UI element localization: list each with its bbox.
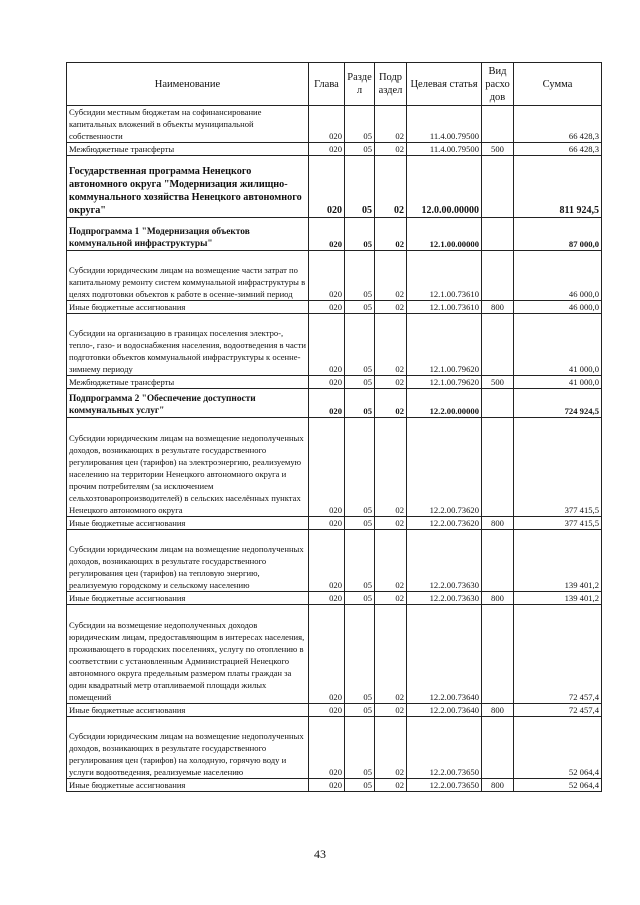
row-glava: 020: [309, 389, 345, 418]
table-row: [67, 592, 602, 605]
header-name: Наименование: [67, 63, 309, 106]
row-vid: 500: [482, 143, 514, 156]
row-glava: 020: [309, 605, 345, 704]
row-cel: 12.2.00.73620: [407, 418, 482, 517]
table-row: [67, 418, 602, 517]
row-podr: 02: [375, 592, 407, 605]
row-glava: 020: [309, 717, 345, 779]
row-name: Иные бюджетные ассигнования: [67, 517, 309, 530]
row-podr: 02: [375, 418, 407, 517]
table-row: [67, 251, 602, 301]
row-podr: 02: [375, 717, 407, 779]
row-glava: 020: [309, 779, 345, 792]
row-glava: 020: [309, 376, 345, 389]
row-glava: 020: [309, 106, 345, 143]
row-glava: 020: [309, 418, 345, 517]
budget-table: [66, 62, 602, 792]
row-vid: 800: [482, 779, 514, 792]
row-name: Подпрограмма 1 "Модернизация объектов коммунальной инфраструктуры": [67, 218, 309, 251]
row-name: Иные бюджетные ассигнования: [67, 779, 309, 792]
row-sum: 66 428,3: [514, 143, 602, 156]
row-name: Государственная программа Ненецкого автономного округа "Модернизация жилищно-коммунального хозяйства Ненецкого автономного округа": [67, 156, 309, 218]
row-vid: [482, 106, 514, 143]
row-cel: 12.2.00.73640: [407, 605, 482, 704]
row-name: Субсидии юридическим лицам на возмещение части затрат по капитальному ремонту систем коммунальной инфраструктуры в целях подготовки объектов к работе в осенне-зимний период: [67, 251, 309, 301]
row-razdel: 05: [345, 156, 375, 218]
row-glava: 020: [309, 592, 345, 605]
table-row: [67, 218, 602, 251]
table-row: [67, 106, 602, 143]
row-vid: [482, 156, 514, 218]
row-name: Иные бюджетные ассигнования: [67, 301, 309, 314]
row-glava: 020: [309, 314, 345, 376]
row-vid: 800: [482, 517, 514, 530]
row-razdel: 05: [345, 592, 375, 605]
row-razdel: 05: [345, 779, 375, 792]
row-razdel: 05: [345, 389, 375, 418]
row-name: Субсидии юридическим лицам на возмещение недополученных доходов, возникающих в результате государственного регулирования цен (тарифов) на тепловую энергию, реализуемую городскому и сельскому населению: [67, 530, 309, 592]
row-razdel: 05: [345, 605, 375, 704]
row-name: Субсидии юридическим лицам на возмещение недополученных доходов, возникающих в результате государственного регулирования цен (тарифов) на электроэнергию, реализуемую населению на территории Ненецкого автономного округа и прочим потребителям (за исключением сельхозтоваропроизводителей) в сельских населённых пунктах Ненецкого автономного округа: [67, 418, 309, 517]
row-podr: 02: [375, 156, 407, 218]
row-sum: 139 401,2: [514, 530, 602, 592]
row-vid: 800: [482, 301, 514, 314]
row-sum: 72 457,4: [514, 605, 602, 704]
row-podr: 02: [375, 389, 407, 418]
row-sum: 87 000,0: [514, 218, 602, 251]
row-razdel: 05: [345, 301, 375, 314]
row-podr: 02: [375, 517, 407, 530]
row-razdel: 05: [345, 704, 375, 717]
row-name: Субсидии на организацию в границах поселения электро-, тепло-, газо- и водоснабжения населения, водоотведения в части подготовки объектов коммунальной инфраструктуры к осенне-зимнему периоду: [67, 314, 309, 376]
row-sum: 139 401,2: [514, 592, 602, 605]
row-cel: 12.1.00.73610: [407, 301, 482, 314]
row-cel: 12.0.00.00000: [407, 156, 482, 218]
row-name: Иные бюджетные ассигнования: [67, 704, 309, 717]
row-cel: 12.2.00.73650: [407, 779, 482, 792]
row-vid: [482, 251, 514, 301]
table-row: [67, 605, 602, 704]
row-sum: 52 064,4: [514, 779, 602, 792]
page-number: 43: [314, 847, 326, 861]
table-row: [67, 376, 602, 389]
row-razdel: 05: [345, 106, 375, 143]
row-podr: 02: [375, 301, 407, 314]
row-cel: 11.4.00.79500: [407, 143, 482, 156]
row-cel: 12.2.00.73630: [407, 592, 482, 605]
row-sum: 41 000,0: [514, 376, 602, 389]
row-glava: 020: [309, 251, 345, 301]
row-vid: 800: [482, 704, 514, 717]
row-razdel: 05: [345, 418, 375, 517]
table-header-row: [67, 63, 602, 106]
row-podr: 02: [375, 143, 407, 156]
row-razdel: 05: [345, 218, 375, 251]
table-row: [67, 156, 602, 218]
row-sum: 66 428,3: [514, 106, 602, 143]
table-row: [67, 314, 602, 376]
row-vid: [482, 314, 514, 376]
row-vid: [482, 218, 514, 251]
row-sum: 377 415,5: [514, 418, 602, 517]
row-sum: 724 924,5: [514, 389, 602, 418]
row-razdel: 05: [345, 717, 375, 779]
row-name: Субсидии на возмещение недополученных доходов юридическим лицам, предоставляющим в интересах населения, проживающего в городских поселениях, услугу по отоплению в соответствии с установленным Администрацией Ненецкого автономного округа предельным размером платы граждан за один квадратный метр отапливаемой площади жилых помещений: [67, 605, 309, 704]
row-glava: 020: [309, 301, 345, 314]
row-name: Субсидии юридическим лицам на возмещение недополученных доходов, возникающих в результате государственного регулирования цен (тарифов) на холодную, горячую воду и услуги водоотведения, реализуемые населению: [67, 717, 309, 779]
row-sum: 811 924,5: [514, 156, 602, 218]
row-vid: [482, 605, 514, 704]
row-podr: 02: [375, 530, 407, 592]
row-vid: 500: [482, 376, 514, 389]
row-glava: 020: [309, 704, 345, 717]
row-podr: 02: [375, 605, 407, 704]
row-cel: 12.1.00.73610: [407, 251, 482, 301]
row-name: Иные бюджетные ассигнования: [67, 592, 309, 605]
table-row: [67, 779, 602, 792]
row-podr: 02: [375, 251, 407, 301]
row-cel: 12.2.00.73620: [407, 517, 482, 530]
row-vid: 800: [482, 592, 514, 605]
row-glava: 020: [309, 143, 345, 156]
row-razdel: 05: [345, 530, 375, 592]
row-glava: 020: [309, 517, 345, 530]
row-vid: [482, 530, 514, 592]
row-razdel: 05: [345, 517, 375, 530]
row-razdel: 05: [345, 314, 375, 376]
row-cel: 11.4.00.79500: [407, 106, 482, 143]
row-cel: 12.2.00.00000: [407, 389, 482, 418]
row-vid: [482, 389, 514, 418]
row-cel: 12.2.00.73640: [407, 704, 482, 717]
row-name: Межбюджетные трансферты: [67, 143, 309, 156]
table-row: [67, 717, 602, 779]
row-glava: 020: [309, 530, 345, 592]
row-sum: 377 415,5: [514, 517, 602, 530]
row-razdel: 05: [345, 251, 375, 301]
row-cel: 12.2.00.73630: [407, 530, 482, 592]
row-glava: 020: [309, 218, 345, 251]
row-cel: 12.1.00.00000: [407, 218, 482, 251]
header-glava: Глава: [309, 63, 345, 106]
row-podr: 02: [375, 106, 407, 143]
row-vid: [482, 418, 514, 517]
row-name: Подпрограмма 2 "Обеспечение доступности коммунальных услуг": [67, 389, 309, 418]
row-cel: 12.1.00.79620: [407, 314, 482, 376]
row-glava: 020: [309, 156, 345, 218]
row-podr: 02: [375, 314, 407, 376]
row-name: Межбюджетные трансферты: [67, 376, 309, 389]
row-sum: 41 000,0: [514, 314, 602, 376]
table-row: [67, 530, 602, 592]
row-sum: 46 000,0: [514, 251, 602, 301]
row-razdel: 05: [345, 143, 375, 156]
row-name: Субсидии местным бюджетам на софинансирование капитальных вложений в объекты муниципальной собственности: [67, 106, 309, 143]
header-razdel: Разде л: [345, 63, 375, 106]
table-row: [67, 301, 602, 314]
row-podr: 02: [375, 218, 407, 251]
row-sum: 72 457,4: [514, 704, 602, 717]
table-row: [67, 389, 602, 418]
row-vid: [482, 717, 514, 779]
header-celevaya: Целевая статья: [407, 63, 482, 106]
header-summa: Сумма: [514, 63, 602, 106]
table-row: [67, 517, 602, 530]
header-podrazdel: Подр аздел: [375, 63, 407, 106]
row-podr: 02: [375, 376, 407, 389]
row-cel: 12.1.00.79620: [407, 376, 482, 389]
table-row: [67, 143, 602, 156]
row-podr: 02: [375, 704, 407, 717]
header-vid: Вид расхо дов: [482, 63, 514, 106]
row-razdel: 05: [345, 376, 375, 389]
row-sum: 52 064,4: [514, 717, 602, 779]
row-cel: 12.2.00.73650: [407, 717, 482, 779]
table-row: [67, 704, 602, 717]
row-podr: 02: [375, 779, 407, 792]
row-sum: 46 000,0: [514, 301, 602, 314]
